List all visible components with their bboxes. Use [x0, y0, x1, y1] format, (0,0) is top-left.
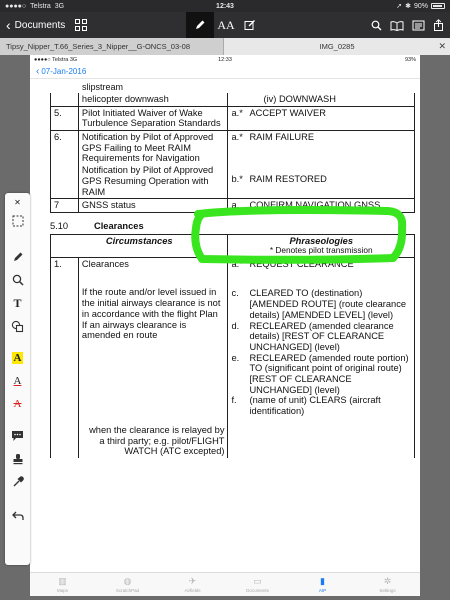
inner-status-bar	[30, 55, 420, 65]
carrier-label: Telstra	[30, 2, 51, 10]
tab-label: Tipsy_Nipper_T.66_Series_3_Nipper__G-ONCS_03-08	[6, 42, 190, 51]
undo-button[interactable]	[9, 507, 27, 525]
signal-icon: ●●●●○	[5, 2, 27, 10]
highlight-tool[interactable]	[9, 349, 27, 367]
search-icon[interactable]	[371, 20, 382, 31]
document-page	[50, 82, 409, 458]
section-title: Clearances	[94, 220, 144, 231]
row-number: 5.	[51, 106, 79, 130]
tab-maps[interactable]	[30, 573, 95, 596]
table-cell: helicopter downwash	[78, 93, 228, 106]
tab-documents[interactable]	[225, 573, 290, 596]
tab-nipper-manual[interactable]	[0, 38, 224, 55]
embedded-screenshot	[30, 55, 420, 596]
inner-nav-bar	[30, 65, 420, 79]
documents-back-button[interactable]	[6, 18, 65, 32]
phrase: RECLEARED (amended route portion) TO (significant point of original route) [REST OF CLEARANCE UNCHANGED] (level)	[249, 352, 409, 395]
app-toolbar	[0, 12, 450, 38]
section-number: 5.10	[50, 220, 69, 231]
undo-icon	[12, 511, 24, 521]
shapes-tool[interactable]	[9, 317, 27, 335]
inner-battery: 93%	[404, 57, 416, 63]
chevron-left-icon: ‹	[6, 17, 11, 33]
tab-scratchpad[interactable]	[95, 573, 160, 596]
table-row	[51, 106, 415, 130]
item-tag: a.*	[231, 132, 243, 143]
location-icon: ➚	[396, 3, 403, 10]
circumstance-text: If an airways clearance is amended en route	[81, 319, 187, 341]
inner-network: 3G	[69, 57, 78, 63]
table-cell: GNSS status	[78, 199, 228, 213]
tab-label: Maps	[56, 588, 68, 593]
book-icon[interactable]	[390, 20, 404, 31]
book-icon: ▮	[320, 576, 325, 586]
eyedropper-icon	[12, 476, 24, 488]
item-tag: b.*	[231, 173, 243, 184]
strikethrough-tool[interactable]	[9, 395, 27, 413]
inner-carrier: Telstra	[52, 57, 69, 63]
edit-button[interactable]	[238, 12, 262, 38]
phrase: RAIM RESTORED	[249, 173, 327, 184]
clipped-text: slipstream	[82, 82, 124, 92]
magnifier-icon	[12, 274, 24, 286]
bluetooth-icon: ✱	[405, 3, 411, 10]
phrase: REQUEST CLEARANCE	[249, 258, 354, 269]
header-note: * Denotes pilot transmission	[269, 245, 373, 256]
bookmark-list-icon[interactable]	[412, 20, 425, 31]
highlight-label: A	[13, 352, 22, 364]
row-number: 7	[51, 199, 79, 213]
tab-airfields[interactable]	[160, 573, 225, 596]
tab-img-0285[interactable]	[224, 38, 450, 55]
item-tag: d.	[231, 320, 240, 331]
phrase: RAIM FAILURE	[249, 132, 315, 143]
row-number: 1.	[51, 257, 79, 458]
tab-label: Documents	[246, 588, 269, 593]
page-area	[0, 55, 450, 600]
pen-icon	[194, 19, 206, 31]
header-circumstances: Circumstances	[51, 234, 228, 257]
inner-clock: 12:33	[218, 57, 232, 63]
phraseology-table-top	[50, 93, 415, 213]
clock: 12:43	[216, 2, 234, 10]
tab-label: Settings	[379, 588, 396, 593]
chevron-left-icon[interactable]: ‹	[36, 66, 40, 77]
lasso-select-tool[interactable]	[9, 212, 27, 230]
eyedropper-tool[interactable]	[9, 473, 27, 491]
circumstance-text: If the route and/or level issued in the initial airways clearance is not in accordance with the flight Plan	[81, 287, 221, 319]
edit-icon	[244, 19, 256, 31]
font-size-label: AA	[217, 17, 235, 32]
font-size-button[interactable]	[214, 12, 238, 38]
table-row	[51, 93, 415, 106]
table-header-row	[51, 234, 415, 257]
selection-icon	[12, 215, 24, 227]
comment-tool[interactable]	[9, 427, 27, 445]
documents-back-label: Documents	[14, 19, 66, 31]
tab-label: IMG_0285	[319, 42, 355, 51]
inner-tab-bar	[30, 572, 420, 596]
item-tag: f.	[231, 395, 237, 406]
network-label: 3G	[54, 2, 65, 10]
table-cell: (iv) DOWNWASH	[228, 93, 415, 106]
tab-label: Airfields	[184, 588, 201, 593]
tab-label: AIP	[318, 588, 327, 593]
comment-icon	[11, 430, 24, 442]
stamp-icon	[12, 453, 24, 465]
device-status-bar	[0, 0, 450, 12]
battery-icon	[431, 3, 445, 9]
close-tab-icon[interactable]: ✕	[438, 41, 446, 51]
shapes-icon	[11, 320, 24, 333]
underline-tool[interactable]	[9, 372, 27, 390]
annotate-pen-button[interactable]	[186, 12, 214, 38]
table-row	[51, 131, 415, 199]
pen-tool[interactable]	[9, 248, 27, 266]
item-tag: a.*	[231, 107, 243, 118]
share-icon[interactable]	[433, 19, 444, 31]
tab-settings[interactable]	[355, 573, 420, 596]
annotation-palette	[5, 193, 30, 565]
tab-aip[interactable]	[290, 573, 355, 596]
battery-percent: 90%	[413, 2, 428, 10]
clearances-table	[50, 234, 415, 458]
gear-icon: ✲	[383, 576, 392, 586]
table-cell: Notification by Pilot of Approved GPS Failing to Meet RAIM Requirements for Navigation	[81, 132, 214, 164]
item-tag: a.*	[231, 258, 243, 269]
phrase: CLEARED TO (destination) [AMENDED ROUTE] (route clearance details) [AMENDED LEVEL] (level)	[249, 288, 407, 320]
map-icon: ▥	[58, 576, 67, 586]
item-tag: c.	[231, 288, 239, 299]
grid-view-icon[interactable]	[75, 19, 87, 31]
documents-icon: ▭	[253, 576, 262, 586]
tab-label: ScratchPad	[115, 588, 140, 593]
circumstance-text: when the clearance is relayed by a third party; e.g. pilot/FLIGHT WATCH (ATC excepted)	[89, 424, 225, 457]
plane-icon: ✈	[188, 576, 197, 586]
inner-signal-icon: ●●●●○	[34, 57, 53, 63]
zoom-tool[interactable]	[9, 271, 27, 289]
underline-label: A	[13, 375, 22, 387]
header-phraseologies: Phraseologies	[289, 235, 354, 246]
item-tag: e.	[231, 352, 240, 363]
section-heading	[50, 221, 400, 232]
phrase: RECLEARED (amended clearance details) [REST OF CLEARANCE UNCHANGED] (level)	[249, 320, 394, 352]
pen-icon	[12, 251, 24, 263]
phrase: (name of unit) CLEARS (aircraft identification)	[249, 395, 381, 417]
table-row	[51, 199, 415, 213]
text-tool-label: T	[13, 295, 22, 310]
row-number: 6.	[51, 131, 79, 199]
text-tool[interactable]	[9, 294, 27, 312]
strikethrough-label: A	[13, 398, 22, 410]
item-tag: a.	[231, 200, 240, 211]
table-row	[51, 257, 415, 458]
stamp-tool[interactable]	[9, 450, 27, 468]
phrase: CONFIRM NAVIGATION GNSS	[249, 200, 381, 211]
scratchpad-icon: ◍	[123, 576, 132, 586]
close-palette-icon[interactable]: ✕	[14, 197, 21, 207]
clearances-title: Clearances	[81, 258, 129, 269]
inner-back-label[interactable]: 07-Jan-2016	[41, 67, 87, 76]
phrase: ACCEPT WAIVER	[249, 107, 326, 118]
table-cell: Notification by Pilot of Approved GPS Resuming Operation with RAIM	[81, 165, 214, 197]
table-cell: Pilot Initiated Waiver of Wake Turbulence Separation Standards	[78, 106, 228, 130]
document-tab-strip	[0, 38, 450, 55]
